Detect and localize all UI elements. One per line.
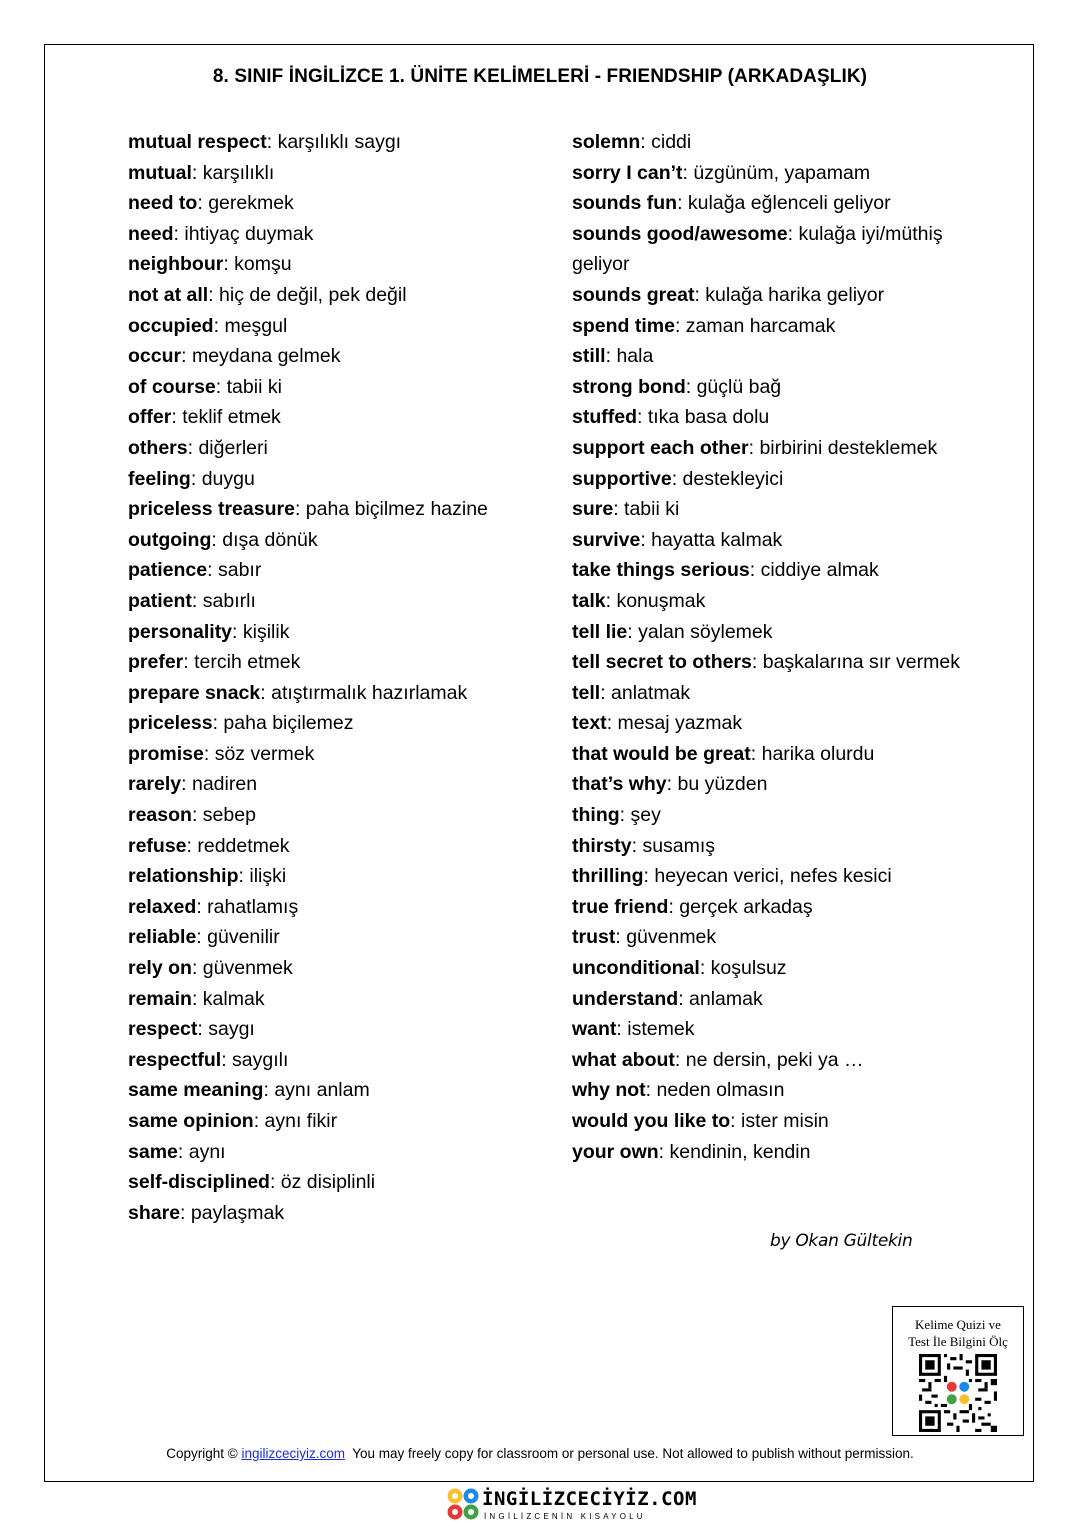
author-byline: by Okan Gültekin [770,1231,913,1251]
vocab-separator: : [187,436,199,459]
vocab-term: tell secret to others [572,651,752,674]
vocab-meaning: aynı anlam [274,1079,370,1102]
vocab-entry [128,433,548,464]
qr-code-icon[interactable] [919,1354,997,1432]
vocab-separator: : [232,620,243,643]
vocab-term: respectful [128,1048,222,1071]
vocab-entry [572,769,972,800]
vocab-meaning: paha biçilemez [223,712,354,735]
vocab-term: neighbour [128,253,224,276]
page-title: 8. SINIF İNGİLİZCE 1. ÜNİTE KELİMELERİ - FRIENDSHIP (ARKADAŞLIK) [212,66,868,87]
vocab-term: prepare snack [128,681,261,704]
vocab-entry [572,525,972,556]
vocab-meaning: şey [630,804,661,827]
vocab-meaning: nadiren [191,773,258,796]
vocab-separator: : [221,1048,233,1071]
vocab-term: that would be great [572,742,751,765]
vocab-entry [128,311,548,342]
vocab-entry [572,219,972,280]
vocab-entry [572,188,972,219]
vocab-separator: : [605,345,617,368]
vocab-entry [128,1075,548,1106]
vocab-separator: : [181,773,192,796]
vocab-term: reason [128,804,192,827]
vocab-entry [128,280,548,311]
vocab-entry [572,647,972,678]
vocab-entry [128,892,548,923]
vocab-entry [572,953,972,984]
vocab-meaning: tercih etmek [194,651,301,674]
vocab-meaning: rahatlamış [207,895,299,918]
vocab-separator: : [294,498,306,521]
vocab-term: occupied [128,314,214,337]
vocab-meaning: konuşmak [616,589,706,612]
vocab-term: of course [128,375,216,398]
vocab-entry [128,188,548,219]
vocab-separator: : [181,345,192,368]
vocab-term: tell [572,681,601,704]
quiz-caption-line2: Test İle Bilgini Ölç [908,1334,1008,1349]
vocab-entry [572,984,972,1015]
vocab-meaning: üzgünüm, yapamam [693,161,871,184]
vocab-entry [128,800,548,831]
vocab-term: thing [572,804,620,827]
vocab-meaning: güvenilir [207,926,280,949]
vocab-entry [128,678,548,709]
vocab-entry [572,678,972,709]
vocab-separator: : [751,651,763,674]
vocab-term: need to [128,192,198,215]
vocab-meaning: heyecan verici, nefes kesici [654,865,892,888]
website-link[interactable]: ingilizceciyiz.com [241,1446,345,1461]
vocab-entry [128,341,548,372]
vocab-term: would you like to [572,1110,731,1132]
vocab-meaning: zaman harcamak [685,314,836,337]
vocab-term: relationship [128,865,239,888]
vocab-term: take things serious [572,559,750,582]
vocab-meaning: aynı fikir [264,1110,338,1132]
vocab-entry [572,861,972,892]
vocab-entry [128,739,548,770]
vocab-term: feeling [128,467,191,490]
vocab-meaning: harika olurdu [761,742,875,765]
vocab-entry [128,158,548,189]
vocab-separator: : [260,681,272,704]
vocab-entry [128,1198,548,1229]
vocab-separator: : [207,559,218,582]
vocab-term: priceless [128,712,213,735]
vocab-entry [128,647,548,678]
vocab-separator: : [671,467,683,490]
vocab-entry [572,922,972,953]
vocab-meaning: mesaj yazmak [617,712,743,735]
vocab-separator: : [191,161,203,184]
vocab-separator: : [677,192,688,215]
vocab-meaning: kulağa harika geliyor [705,283,885,306]
vocab-term: unconditional [572,957,700,980]
vocab-term: need [128,222,174,245]
vocab-term: offer [128,406,172,429]
vocab-separator: : [263,1079,275,1102]
vocab-term: rarely [128,773,182,796]
vocab-entry [572,341,972,372]
vocab-entry [128,464,548,495]
vocab-entry [572,372,972,403]
vocab-meaning: gerekmek [208,192,294,215]
vocab-term: prefer [128,651,184,674]
vocab-meaning: destekleyici [682,467,784,490]
brand-logo [446,1487,697,1525]
vocab-entry [572,158,972,189]
vocab-meaning: tabii ki [624,498,680,521]
vocab-meaning: teklif etmek [182,406,281,429]
vocab-separator: : [627,620,639,643]
vocab-separator: : [266,131,278,153]
vocab-term: solemn [572,131,641,153]
vocab-meaning: paylaşmak [190,1201,285,1224]
vocab-term: reliable [128,926,197,949]
vocab-meaning: güvenmek [626,926,717,949]
vocab-meaning: söz vermek [214,742,315,765]
vocab-term: refuse [128,834,187,857]
brand-name: İNGİLİZCECİYİZ.COM [482,1488,697,1510]
vocab-separator: : [191,804,203,827]
vocab-separator: : [191,589,203,612]
vocab-separator: : [600,681,612,704]
vocab-column-left [128,127,548,1228]
vocab-separator: : [253,1110,265,1132]
quiz-caption-line1: Kelime Quizi ve [915,1317,1001,1332]
vocab-entry [128,586,548,617]
vocab-separator: : [730,1110,742,1132]
vocab-separator: : [223,253,235,276]
vocab-term: want [572,1018,617,1041]
vocab-column-right [572,127,972,1167]
vocab-separator: : [269,1171,281,1194]
vocab-term: still [572,345,606,368]
vocab-term: outgoing [128,528,212,551]
vocab-term: self-disciplined [128,1171,270,1194]
vocab-entry [572,1075,972,1106]
vocab-term: occur [128,345,182,368]
copyright-line [0,1446,1080,1461]
vocab-entry [128,831,548,862]
vocab-separator: : [180,1201,191,1224]
vocab-meaning: aynı [188,1140,226,1163]
vocab-meaning: meşgul [224,314,288,337]
vocab-entry [572,739,972,770]
vocab-separator: : [605,589,617,612]
vocab-term: patience [128,559,208,582]
vocab-term: remain [128,987,192,1010]
vocab-term: mutual [128,161,192,184]
vocab-term: survive [572,528,641,551]
quiz-qr-box[interactable] [892,1306,1024,1436]
vocab-separator: : [186,834,198,857]
vocab-meaning: ciddi [651,131,692,153]
vocab-entry [128,1167,548,1198]
vocab-meaning: karşılıklı [202,161,275,184]
vocab-separator: : [748,436,760,459]
vocab-term: supportive [572,467,672,490]
vocab-separator: : [678,987,690,1010]
vocab-separator: : [190,467,202,490]
vocab-entry [128,1137,548,1168]
vocab-entry [128,617,548,648]
vocab-entry [128,984,548,1015]
vocab-meaning: kişilik [242,620,290,643]
vocab-meaning: sabır [217,559,262,582]
vocab-separator: : [668,895,680,918]
vocab-meaning: atıştırmalık hazırlamak [271,681,468,704]
vocab-term: sorry I can’t [572,161,683,184]
vocab-meaning: komşu [234,253,292,276]
vocab-term: why not [572,1079,646,1102]
vocab-separator: : [619,804,631,827]
vocab-meaning: neden olmasın [656,1079,785,1102]
vocab-meaning: ne dersin, peki ya … [685,1048,864,1071]
vocab-term: what about [572,1048,675,1071]
vocab-separator: : [177,1140,189,1163]
vocab-term: mutual respect [128,131,267,153]
vocab-meaning: karşılıklı saygı [277,131,402,153]
vocab-term: same opinion [128,1110,254,1132]
vocab-entry [572,433,972,464]
vocab-entry [572,280,972,311]
vocab-term: true friend [572,895,669,918]
vocab-separator: : [699,957,711,980]
vocab-meaning: hayatta kalmak [651,528,783,551]
vocab-term: trust [572,926,616,949]
vocab-entry [572,127,972,158]
vocab-meaning: yalan söylemek [638,620,773,643]
vocab-entry [128,555,548,586]
vocab-separator: : [674,314,686,337]
vocab-term: thrilling [572,865,644,888]
vocab-entry [572,494,972,525]
vocab-separator: : [183,651,195,674]
vocab-meaning: hala [616,345,654,368]
vocab-term: stuffed [572,406,637,429]
vocab-term: sounds great [572,283,695,306]
vocab-separator: : [615,926,627,949]
vocab-entry [128,953,548,984]
vocab-entry [128,1014,548,1045]
vocab-meaning: sabırlı [202,589,256,612]
vocab-entry [572,1045,972,1076]
vocab-meaning: kulağa eğlenceli geliyor [687,192,891,215]
vocab-meaning: başkalarına sır vermek [762,651,960,674]
vocab-term: tell lie [572,620,628,643]
vocab-meaning: hiç de değil, pek değil [219,283,407,306]
vocab-term: same meaning [128,1079,264,1102]
vocab-entry [128,219,548,250]
vocab-separator: : [640,131,652,153]
vocab-meaning: bu yüzden [677,773,768,796]
vocab-separator: : [643,865,655,888]
copyright-notice: You may freely copy for classroom or personal use. Not allowed to publish without permission. [352,1446,914,1461]
vocab-meaning: sebep [202,804,256,827]
vocab-entry [572,1106,972,1137]
vocab-entry [572,800,972,831]
vocab-separator: : [658,1140,670,1163]
vocab-term: not at all [128,283,209,306]
vocab-separator: : [215,375,227,398]
vocab-entry [572,464,972,495]
vocab-meaning: ilişki [249,865,287,888]
vocab-term: that’s why [572,773,667,796]
vocab-separator: : [212,712,224,735]
vocab-meaning: duygu [201,467,255,490]
vocab-separator: : [750,742,762,765]
vocab-separator: : [197,192,209,215]
vocab-separator: : [191,987,203,1010]
vocab-meaning: gerçek arkadaş [679,895,813,918]
vocab-meaning: ister misin [741,1110,829,1132]
vocab-meaning: saygılı [232,1048,289,1071]
vocab-meaning: susamış [642,834,716,857]
vocab-meaning: tıka basa dolu [647,406,770,429]
vocab-entry [572,617,972,648]
vocab-meaning: reddetmek [197,834,290,857]
vocab-separator: : [208,283,220,306]
vocab-term: others [128,436,188,459]
vocab-meaning: dışa dönük [222,528,318,551]
vocab-term: strong bond [572,375,686,398]
vocab-entry [572,402,972,433]
vocab-entry [572,555,972,586]
vocab-term: personality [128,620,233,643]
vocab-meaning: öz disiplinli [280,1171,376,1194]
vocab-separator: : [637,406,648,429]
vocab-entry [572,831,972,862]
vocab-term: share [128,1201,181,1224]
vocab-term: support each other [572,436,749,459]
vocab-entry [128,922,548,953]
vocab-entry [128,372,548,403]
vocab-meaning: tabii ki [226,375,282,398]
vocab-meaning: koşulsuz [710,957,787,980]
vocab-term: sounds good/awesome [572,222,788,245]
vocab-separator: : [666,773,678,796]
vocab-term: same [128,1140,178,1163]
vocab-term: relaxed [128,895,197,918]
quiz-qr-caption [893,1316,1023,1350]
vocab-term: talk [572,589,606,612]
vocab-separator: : [674,1048,686,1071]
vocab-entry [128,494,548,525]
vocab-meaning: kulağa iyi/müthiş geliyor [572,222,943,276]
vocab-term: your own [572,1140,659,1163]
vocab-entry [572,1137,972,1168]
copyright-prefix: Copyright © [166,1446,238,1461]
vocab-separator: : [191,957,203,980]
vocab-meaning: diğerleri [198,436,268,459]
vocab-entry [128,1106,548,1137]
vocab-meaning: anlatmak [611,681,691,704]
vocab-separator: : [787,222,799,245]
vocab-separator: : [173,222,185,245]
vocab-entry [128,708,548,739]
vocab-entry [572,1014,972,1045]
vocab-meaning: birbirini desteklemek [759,436,938,459]
vocab-meaning: meydana gelmek [191,345,341,368]
vocab-entry [128,402,548,433]
vocab-separator: : [238,865,250,888]
vocab-separator: : [640,528,652,551]
vocab-separator: : [613,498,625,521]
vocab-meaning: saygı [208,1018,255,1041]
vocab-separator: : [606,712,618,735]
vocab-entry [128,861,548,892]
vocab-entry [572,892,972,923]
vocab-separator: : [749,559,761,582]
vocab-separator: : [645,1079,657,1102]
vocab-meaning: anlamak [689,987,763,1010]
vocab-meaning: istemek [627,1018,695,1041]
brand-tagline: İNGİLİZCENİN KISAYOLU [484,1512,646,1521]
vocab-meaning: güçlü bağ [696,375,782,398]
vocab-entry [128,525,548,556]
vocab-separator: : [213,314,225,337]
vocab-meaning: ihtiyaç duymak [184,222,314,245]
vocab-term: priceless treasure [128,498,295,521]
vocab-separator: : [682,161,694,184]
vocab-entry [572,586,972,617]
vocab-separator: : [196,926,208,949]
vocab-meaning: kalmak [202,987,265,1010]
vocab-term: promise [128,742,204,765]
vocab-term: sounds fun [572,192,678,215]
vocab-entry [572,311,972,342]
brand-logo-icon [446,1487,480,1521]
vocab-separator: : [197,1018,209,1041]
vocab-term: rely on [128,957,192,980]
vocab-term: text [572,712,607,735]
vocab-separator: : [616,1018,628,1041]
vocab-entry [572,708,972,739]
vocab-separator: : [685,375,697,398]
vocab-term: spend time [572,314,675,337]
vocab-separator: : [171,406,183,429]
vocab-meaning: güvenmek [202,957,293,980]
vocab-term: respect [128,1018,198,1041]
vocab-meaning: kendinin, kendin [669,1140,811,1163]
vocab-entry [128,769,548,800]
vocab-separator: : [203,742,215,765]
vocab-entry [128,1045,548,1076]
vocab-separator: : [694,283,706,306]
vocab-term: sure [572,498,614,521]
vocab-term: thirsty [572,834,632,857]
vocab-separator: : [631,834,643,857]
vocab-separator: : [211,528,223,551]
vocab-term: patient [128,589,192,612]
vocab-meaning: ciddiye almak [760,559,879,582]
vocab-entry [128,127,548,158]
vocab-entry [128,249,548,280]
vocab-meaning: paha biçilmez hazine [305,498,488,521]
vocab-term: understand [572,987,679,1010]
vocab-separator: : [196,895,208,918]
